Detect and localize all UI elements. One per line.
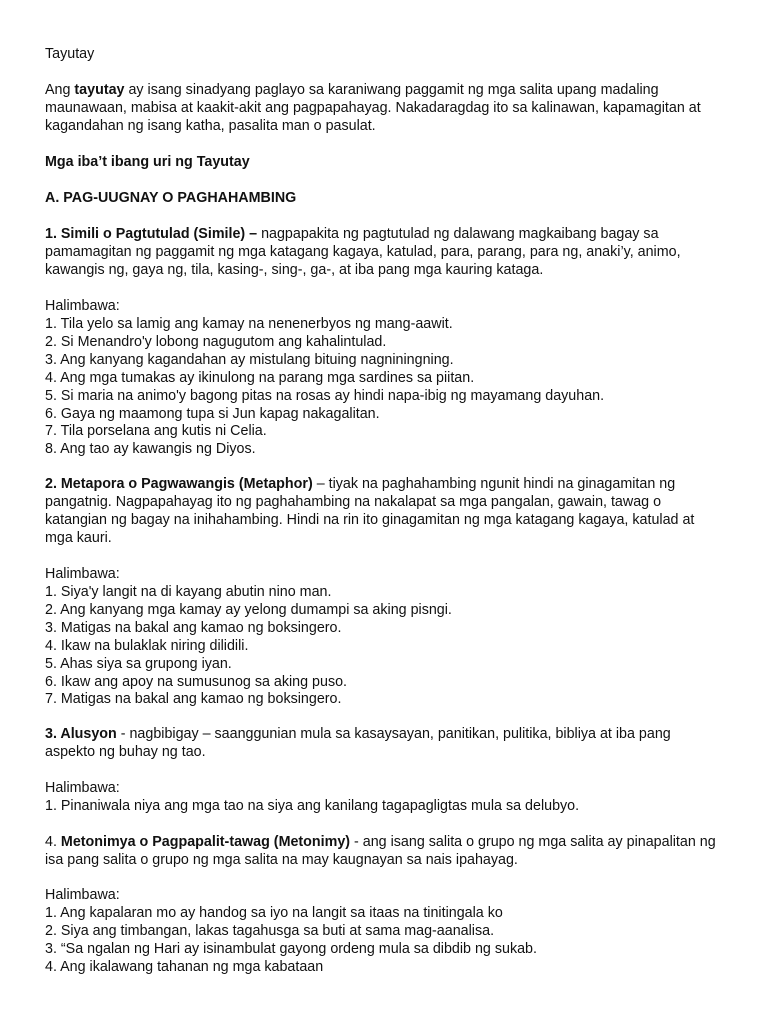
metonimya-heading: Metonimya o Pagpapalit-tawag (Metonimy) xyxy=(60,834,351,850)
list-item: 8. Ang tao ay kawangis ng Diyos. xyxy=(45,441,256,458)
list-item: 3. Matigas na bakal ang kamao ng boksingero. xyxy=(45,619,342,636)
list-item: 1. Tila yelo sa lamig ang kamay na nenenerbyos ng mang-aawit. xyxy=(45,316,453,332)
list-item: 4. Ang ikalawang tahanan ng mga kabataan xyxy=(45,958,324,975)
intro-term: tayutay xyxy=(74,82,125,98)
metonimya-example-label: Halimbawa: xyxy=(45,887,120,903)
simili-heading: 1. Simili o Pagtutulad (Simile) – xyxy=(45,226,258,242)
list-item: 4. Ang mga tumakas ay ikinulong na parang mga sardines sa piitan. xyxy=(45,369,475,386)
metonimya-text: - ang isang salita o grupo ng mga salita ay pinapalitan ng isa pang salita o grupo ng mga salita na may kaugnayan sa nais ipahayag. xyxy=(45,834,716,868)
intro-prefix: Ang xyxy=(45,82,75,98)
metapora-examples xyxy=(45,584,723,709)
metapora-heading: 2. Metapora o Pagwawangis (Metaphor) xyxy=(45,476,313,492)
list-item: 2. Ang kanyang mga kamay ay yelong dumampi sa aking pisngi. xyxy=(45,601,452,618)
list-item: 1. Pinaniwala niya ang mga tao na siya ang kanilang tagapagligtas mula sa delubyo. xyxy=(45,798,580,814)
metapora-paragraph xyxy=(45,476,723,548)
intro-paragraph xyxy=(45,82,723,136)
simili-examples xyxy=(45,316,723,459)
metonimya-examples xyxy=(45,905,723,977)
list-item: 6. Ikaw ang apoy na sumusunog sa aking puso. xyxy=(45,673,348,690)
list-item: 5. Ahas siya sa grupong iyan. xyxy=(45,655,232,672)
metapora-text: – tiyak na paghahambing ngunit hindi na ginagamitan ng pangatnig. Nagpapahayag ito ng paghahambing na nakalapat sa mga pangalan, gawain, tawag o katangian ng bagay na inihahambing. Hindi na rin ito ginagamitan ng mga katagang kagaya, katulad at mga kauri. xyxy=(45,476,695,546)
list-item: 2. Siya ang timbangan, lakas tagahusga sa buti at sama mag-aanalisa. xyxy=(45,922,495,939)
list-item: 7. Matigas na bakal ang kamao ng boksingero. xyxy=(45,691,342,708)
list-item: 7. Tila porselana ang kutis ni Celia. xyxy=(45,423,267,440)
list-item: 4. Ikaw na bulaklak niring dilidili. xyxy=(45,637,249,654)
alusyon-paragraph xyxy=(45,726,723,762)
list-item: 3. “Sa ngalan ng Hari ay isinambulat gayong ordeng mula sa dibdib ng sukab. xyxy=(45,940,537,957)
simili-example-label: Halimbawa: xyxy=(45,298,120,314)
list-item: 3. Ang kanyang kagandahan ay mistulang bituing nagniningning. xyxy=(45,351,454,368)
intro-text: ay isang sinadyang paglayo sa karaniwang paggamit ng mga salita upang madaling maunawaan, mabisa at kaakit-akit ang pagpapahayag. Nakadaragdag ito sa kalinawan, kapamagitan at kagandahan ng isang katha, pasalita man o pasulat. xyxy=(45,82,701,134)
list-item: 6. Gaya ng maamong tupa si Jun kapag nakagalitan. xyxy=(45,405,380,422)
section-a-heading: A. PAG-UUGNAY O PAGHAHAMBING xyxy=(45,190,297,206)
list-item: 2. Si Menandro'y lobong nagugutom ang kahalintulad. xyxy=(45,333,387,350)
metapora-example-label: Halimbawa: xyxy=(45,566,120,582)
list-item: 1. Siya'y langit na di kayang abutin nino man. xyxy=(45,584,332,600)
simili-text: nagpapakita ng pagtutulad ng dalawang magkaibang bagay sa pamamagitan ng paggamit ng mga katagang kagaya, katulad, para, parang, para ng, anaki’y, animo, kawangis ng, gaya ng, tila, kasing-, sing-, ga-, at iba pang mga kauring kataga. xyxy=(45,226,681,278)
alusyon-examples xyxy=(45,798,723,816)
alusyon-example-label: Halimbawa: xyxy=(45,780,120,796)
document-title: Tayutay xyxy=(45,46,95,62)
alusyon-heading: 3. Alusyon xyxy=(45,726,117,742)
list-item: 5. Si maria na animo'y bagong pitas na rosas ay hindi napa-ibig ng mayamang dayuhan. xyxy=(45,387,605,404)
types-heading: Mga iba’t ibang uri ng Tayutay xyxy=(45,154,250,170)
simili-paragraph xyxy=(45,226,723,280)
metonimya-paragraph xyxy=(45,834,723,870)
alusyon-text: - nagbibigay – saanggunian mula sa kasaysayan, panitikan, pulitika, bibliya at iba pang aspekto ng buhay ng tao. xyxy=(45,726,671,760)
list-item: 1. Ang kapalaran mo ay handog sa iyo na langit sa itaas na tinitingala ko xyxy=(45,905,503,921)
metonimya-number: 4. xyxy=(45,834,61,850)
